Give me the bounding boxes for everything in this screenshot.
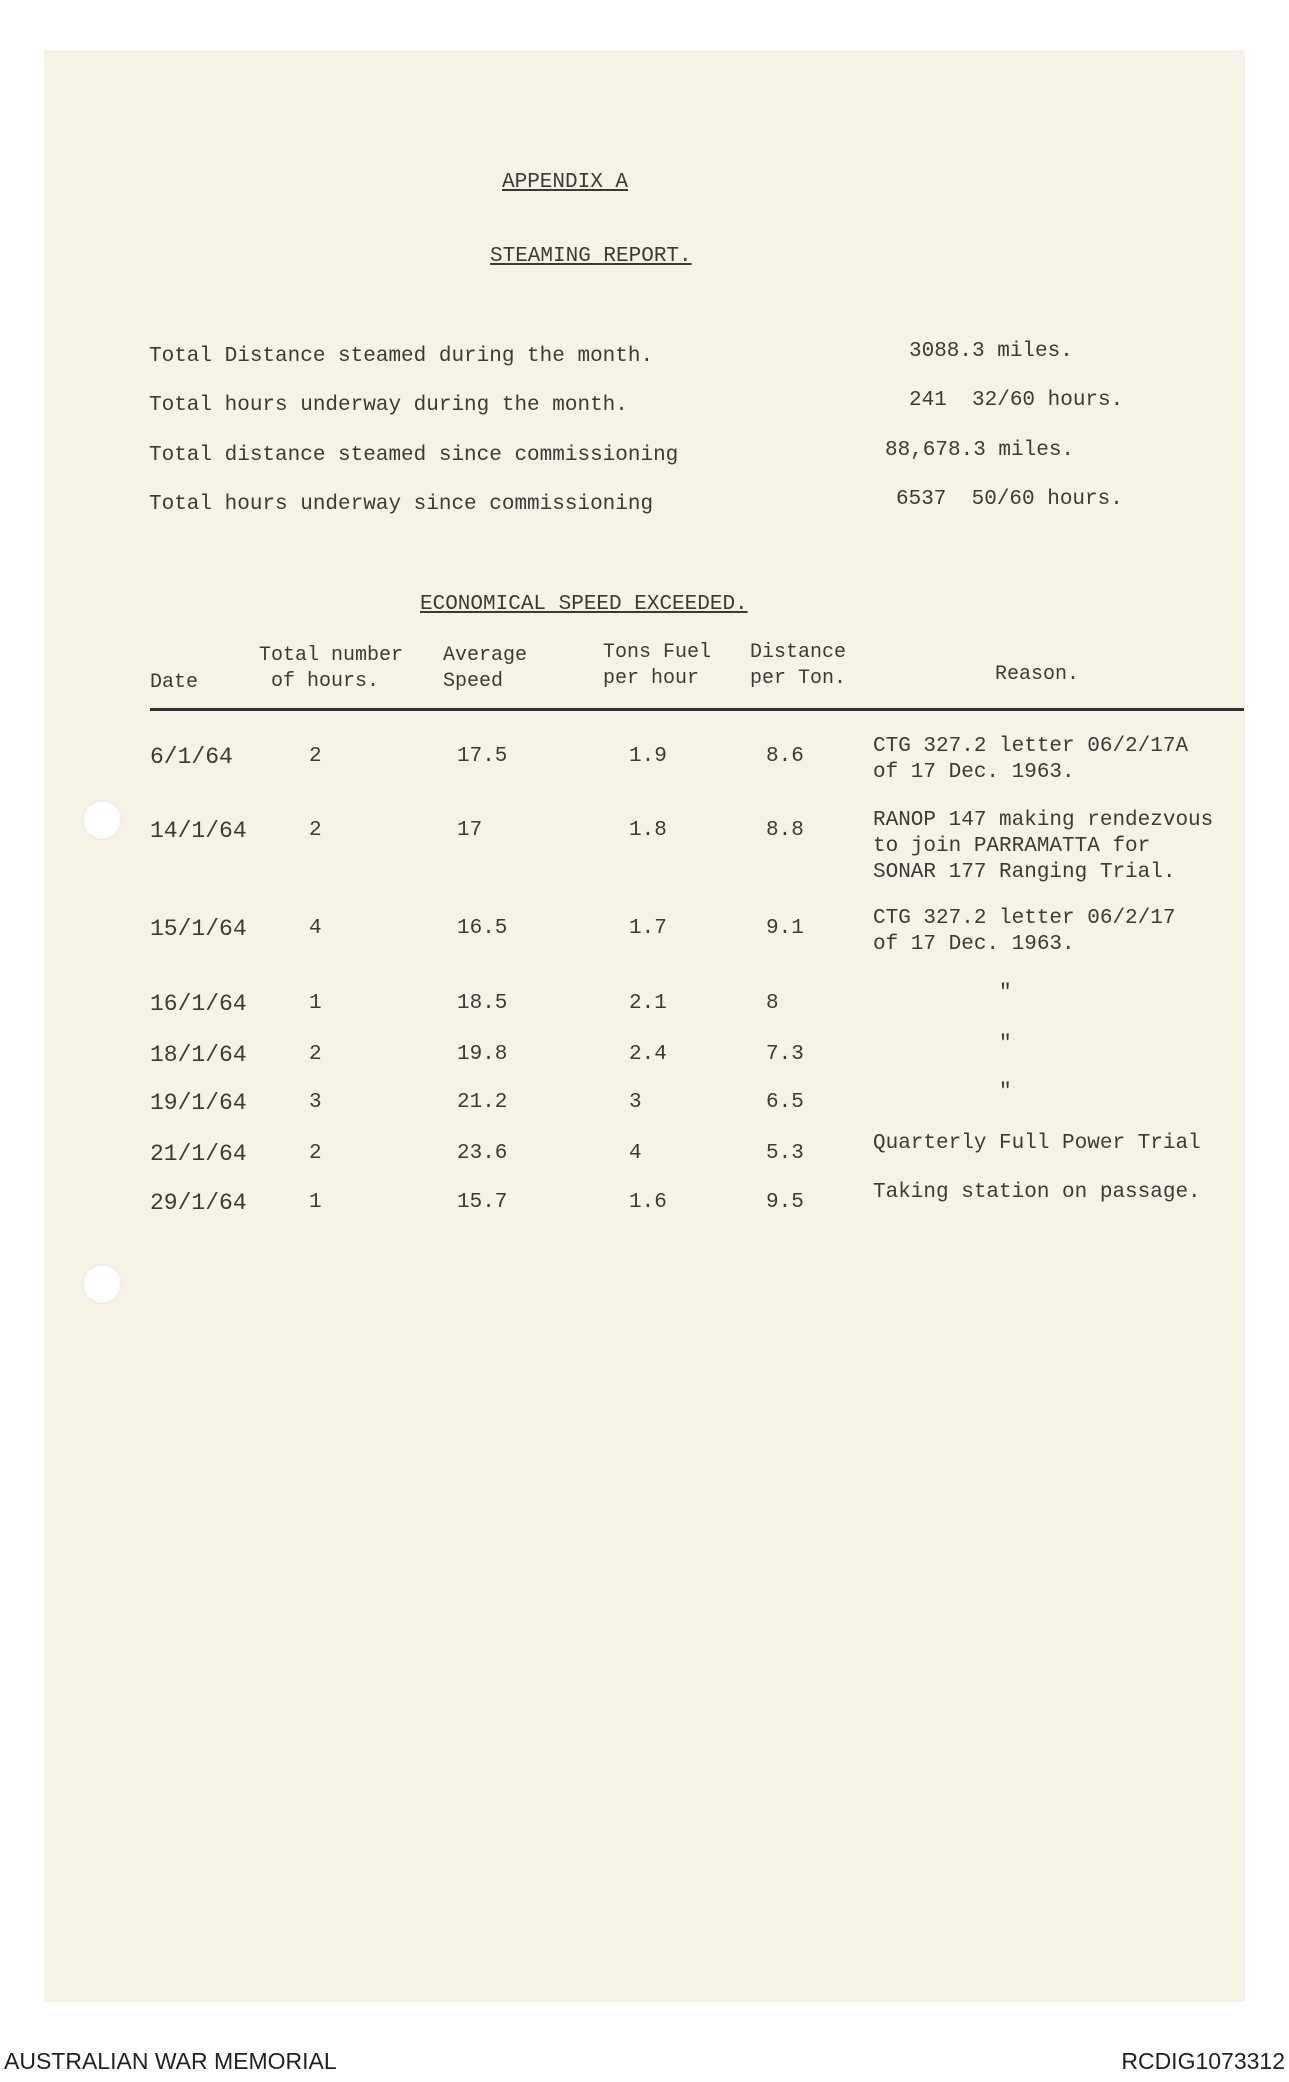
cell-date: 16/1/64 <box>150 991 247 1017</box>
header-reason: Reason. <box>995 663 1080 686</box>
cell-dist: 7.3 <box>766 1043 804 1066</box>
cell-date: 14/1/64 <box>150 818 247 844</box>
cell-speed: 18.5 <box>457 992 508 1015</box>
summary-label: Total hours underway since commissioning <box>149 493 654 516</box>
cell-hours: 2 <box>309 1142 322 1165</box>
cell-dist: 9.1 <box>766 917 804 940</box>
cell-speed: 16.5 <box>457 917 508 940</box>
summary-label: Total Distance steamed during the month. <box>149 345 654 368</box>
cell-hours: 4 <box>309 917 322 940</box>
cell-dist: 6.5 <box>766 1091 804 1114</box>
cell-hours: 1 <box>309 1191 322 1214</box>
summary-value: 88,678.3 miles. <box>885 439 1075 462</box>
table-title: ECONOMICAL SPEED EXCEEDED. <box>420 593 748 616</box>
cell-date: 18/1/64 <box>150 1042 247 1068</box>
cell-date: 19/1/64 <box>150 1090 247 1116</box>
cell-dist: 8 <box>766 992 779 1015</box>
summary-value: 241 32/60 hours. <box>909 389 1124 412</box>
cell-speed: 17.5 <box>457 745 508 768</box>
cell-reason: " <box>873 1081 1012 1104</box>
header-speed: Average Speed <box>443 644 528 693</box>
cell-reason: RANOP 147 making rendezvous to join PARRAMATTA for SONAR 177 Ranging Trial. <box>873 809 1214 884</box>
cell-fuel: 2.1 <box>629 992 667 1015</box>
cell-fuel: 2.4 <box>629 1043 667 1066</box>
footer-source: AUSTRALIAN WAR MEMORIAL <box>4 2048 337 2074</box>
summary-value: 6537 50/60 hours. <box>896 488 1123 511</box>
summary-value: 3088.3 miles. <box>909 340 1073 363</box>
punch-hole <box>82 800 122 840</box>
cell-hours: 2 <box>309 745 322 768</box>
report-title: STEAMING REPORT. <box>490 245 692 268</box>
cell-fuel: 1.8 <box>629 819 667 842</box>
header-distance: Distance per Ton. <box>750 641 847 690</box>
cell-reason: CTG 327.2 letter 06/2/17 of 17 Dec. 1963. <box>873 907 1176 956</box>
cell-fuel: 1.9 <box>629 745 667 768</box>
cell-fuel: 4 <box>629 1142 642 1165</box>
cell-fuel: 1.6 <box>629 1191 667 1214</box>
cell-dist: 5.3 <box>766 1142 804 1165</box>
cell-hours: 3 <box>309 1091 322 1114</box>
cell-speed: 19.8 <box>457 1043 508 1066</box>
header-fuel: Tons Fuel per hour <box>603 641 712 690</box>
cell-fuel: 3 <box>629 1091 642 1114</box>
summary-label: Total hours underway during the month. <box>149 394 628 417</box>
cell-reason: Taking station on passage. <box>873 1181 1201 1204</box>
cell-date: 29/1/64 <box>150 1190 247 1216</box>
cell-reason: Quarterly Full Power Trial <box>873 1132 1201 1155</box>
header-hours: Total number of hours. <box>259 644 404 693</box>
header-divider <box>150 708 1244 711</box>
cell-reason: " <box>873 1033 1012 1056</box>
cell-speed: 23.6 <box>457 1142 508 1165</box>
appendix-title: APPENDIX A <box>502 171 629 194</box>
cell-reason: " <box>873 982 1012 1005</box>
cell-hours: 2 <box>309 1043 322 1066</box>
summary-label: Total distance steamed since commissioning <box>149 444 679 467</box>
cell-reason: CTG 327.2 letter 06/2/17A of 17 Dec. 1963. <box>873 735 1189 784</box>
cell-date: 15/1/64 <box>150 916 247 942</box>
cell-dist: 8.8 <box>766 819 804 842</box>
header-date: Date <box>150 671 199 694</box>
cell-hours: 2 <box>309 819 322 842</box>
cell-speed: 15.7 <box>457 1191 508 1214</box>
cell-speed: 21.2 <box>457 1091 508 1114</box>
cell-date: 21/1/64 <box>150 1141 247 1167</box>
punch-hole <box>82 1264 122 1304</box>
cell-hours: 1 <box>309 992 322 1015</box>
cell-speed: 17 <box>457 819 483 842</box>
cell-fuel: 1.7 <box>629 917 667 940</box>
cell-dist: 9.5 <box>766 1191 804 1214</box>
cell-dist: 8.6 <box>766 745 804 768</box>
footer-id: RCDIG1073312 <box>1121 2048 1285 2074</box>
cell-date: 6/1/64 <box>150 744 233 770</box>
